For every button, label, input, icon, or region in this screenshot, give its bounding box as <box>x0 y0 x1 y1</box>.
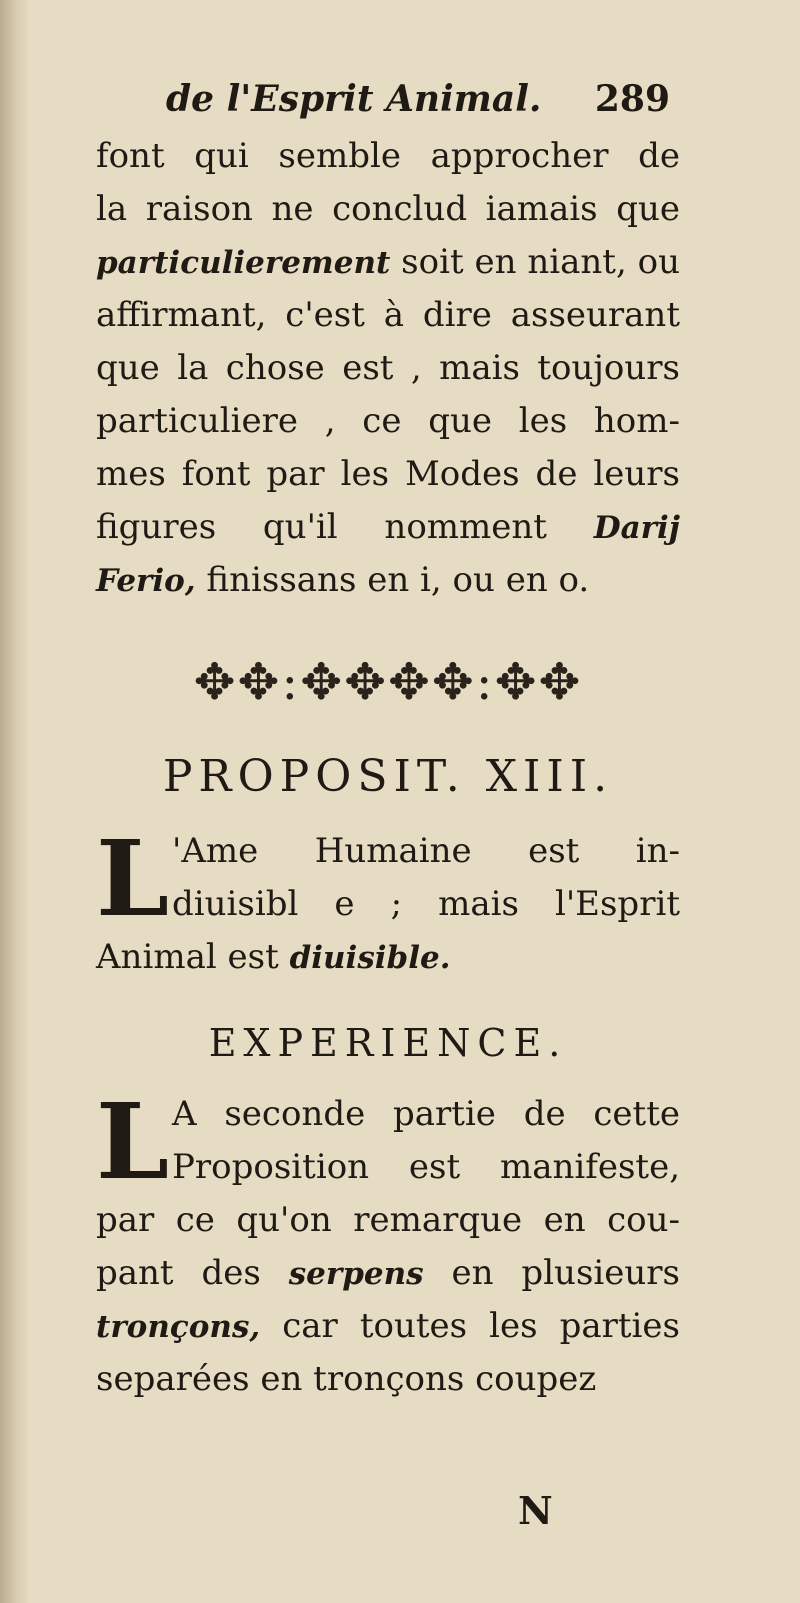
text-line <box>96 1141 680 1194</box>
text-segment: finissans en i, ou en o. <box>195 560 590 600</box>
text-line <box>96 1300 680 1353</box>
text-line <box>96 395 680 448</box>
continued-paragraph <box>96 130 680 607</box>
page-header <box>96 78 680 130</box>
text-line <box>96 448 680 501</box>
italic-text: particulierement <box>96 245 391 281</box>
text-segment: en plusieurs <box>423 1253 681 1293</box>
text-line <box>96 1194 680 1247</box>
signature-mark: N <box>518 1488 553 1533</box>
text-line <box>96 825 680 878</box>
italic-text: Darij <box>593 510 680 546</box>
text-line <box>96 878 680 931</box>
text-line <box>96 554 680 607</box>
experience-heading: EXPERIENCE. <box>208 1021 568 1065</box>
text-segment: par ce qu'on remarque en cou- <box>96 1200 680 1240</box>
text-segment: figures qu'il nomment <box>96 507 594 547</box>
decorative-ornament-band: ✥✥:✥✥✥✥:✥✥ <box>193 653 583 711</box>
text-line <box>96 1088 680 1141</box>
italic-text: tronçons, <box>96 1309 261 1345</box>
text-segment: Animal est <box>96 937 290 977</box>
text-segment: car toutes les parties <box>260 1306 680 1346</box>
proposition-heading: PROPOSIT. XIII. <box>162 751 614 802</box>
experience-paragraph <box>96 1080 681 1406</box>
book-page <box>96 78 680 1406</box>
text-line <box>96 342 680 395</box>
text-segment: mes font par les Modes de leurs <box>96 454 680 494</box>
text-segment: 'Ame Humaine est in- <box>172 831 680 871</box>
text-line <box>96 1353 680 1406</box>
drop-cap: L <box>96 1080 170 1203</box>
text-segment: font qui semble approcher de <box>96 136 680 176</box>
text-line <box>96 183 680 236</box>
italic-text: diuisible. <box>289 940 451 976</box>
text-segment: diuisibl e ; mais l'Esprit <box>172 884 680 924</box>
text-line <box>96 931 680 984</box>
italic-text: serpens <box>288 1256 424 1292</box>
text-line <box>96 289 680 342</box>
text-line <box>96 1247 680 1300</box>
text-line <box>96 130 680 183</box>
text-line <box>96 236 680 289</box>
text-segment: pant des <box>96 1253 289 1293</box>
italic-text: Ferio, <box>96 563 196 599</box>
text-segment: separées en tronçons coupez <box>96 1359 597 1399</box>
text-segment: la raison ne conclud iamais que <box>96 189 680 229</box>
text-segment: que la chose est , mais toujours <box>96 348 680 388</box>
running-title: de l'Esprit Animal. <box>166 78 542 120</box>
text-line <box>96 501 680 554</box>
book-gutter <box>0 0 28 1603</box>
drop-cap: L <box>96 817 170 940</box>
text-segment: Proposition est manifeste, <box>172 1147 680 1187</box>
text-segment: particuliere , ce que les hom- <box>96 401 680 441</box>
text-segment: A seconde partie de cette <box>172 1094 680 1134</box>
text-segment: soit en niant, ou <box>390 242 680 282</box>
page-number: 289 <box>594 78 670 120</box>
proposition-paragraph <box>96 817 680 984</box>
text-segment: affirmant, c'est à dire asseurant <box>96 295 680 335</box>
